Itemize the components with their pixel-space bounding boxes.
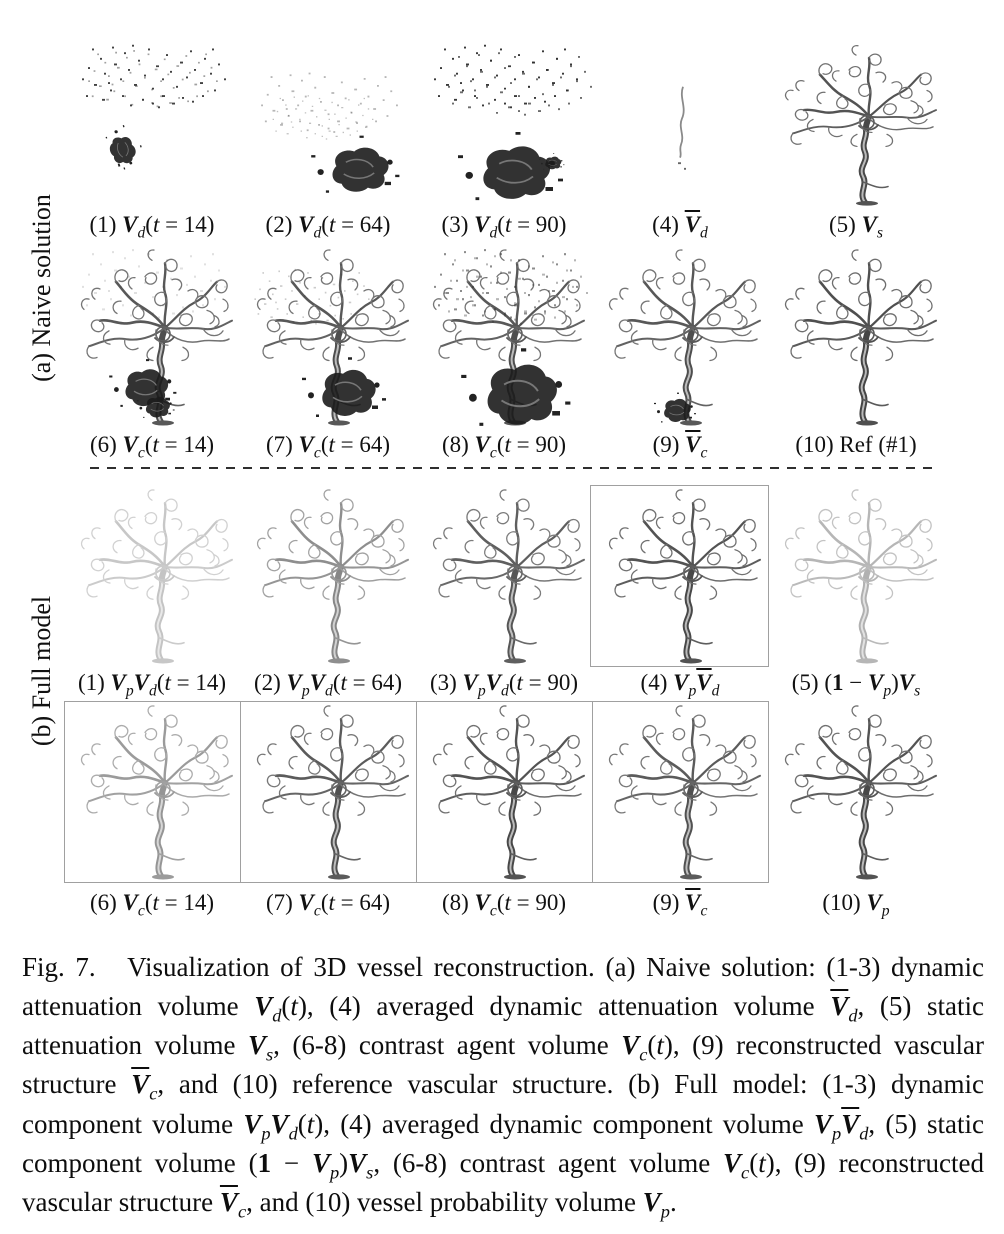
image-a2-vd-t64 bbox=[240, 42, 416, 208]
image-a6-vc-t14 bbox=[64, 246, 240, 428]
label-b1: (1) $V_pV_d(t = 14)$ bbox=[77, 670, 227, 700]
label-a10: (10) Ref (#1) bbox=[795, 432, 917, 457]
image-a9-vc-avg bbox=[592, 246, 768, 428]
image-a5-vs bbox=[768, 42, 944, 208]
label-b6: (6) $V_c(t = 14)$ bbox=[89, 890, 215, 920]
image-a1-vd-t14 bbox=[64, 42, 240, 208]
image-b10-vp bbox=[768, 702, 944, 882]
section-b-label: (b) Full model bbox=[27, 595, 56, 747]
image-a4-vd-avg bbox=[592, 42, 768, 208]
section-a-label: (a) Naive solution bbox=[27, 194, 56, 382]
label-b5: (5) $(1 - V_p)V_s$ bbox=[791, 670, 921, 700]
image-b3-vpvd-t90 bbox=[416, 486, 592, 666]
section-divider bbox=[90, 467, 938, 469]
image-a8-vc-t90 bbox=[416, 246, 592, 428]
figure-caption: Fig. 7. Visualization of 3D vessel reconstruction. (a) Naive solution: (1-3) dynamic attenuation volume $V_d(t)$, (4) averaged dynamic attenuation volume $\overline{V}_d$, (5) static attenuation volume $V_s$, (6-8) contrast agent volume $V_c(t)$, (9) reconstructed vascular structure $\overline{V}_c$, and (10) reference vascular structure. (b) Full model: (1-3) dynamic component volume $V_pV_d(t)$, (4) averaged dynamic component volume $V_p\overline{V}_d$, (5) static component volume $(1 - V_p)V_s$, (6-8) contrast agent volume $V_c(t)$, (9) reconstructed vascular structure $\overline{V}_c$, and (10) vessel probability volume $V_p$. bbox=[22, 952, 985, 1222]
label-b2: (2) $V_pV_d(t = 64)$ bbox=[253, 670, 403, 700]
label-a2: (2) $V_d(t = 64)$ bbox=[265, 212, 391, 242]
box-divider-3 bbox=[592, 701, 593, 883]
image-b5-static-component bbox=[768, 486, 944, 666]
image-a10-ref bbox=[768, 246, 944, 428]
box-divider-2 bbox=[416, 701, 417, 883]
image-b2-vpvd-t64 bbox=[240, 486, 416, 666]
label-a4: (4) $\overline{V}_d$ bbox=[652, 212, 708, 242]
label-b3: (3) $V_pV_d(t = 90)$ bbox=[429, 670, 579, 700]
label-a8: (8) $V_c(t = 90)$ bbox=[441, 432, 567, 462]
label-b9: (9) $\overline{V}_c$ bbox=[652, 890, 708, 920]
label-a6: (6) $V_c(t = 14)$ bbox=[89, 432, 215, 462]
box-around-b4 bbox=[590, 485, 769, 667]
label-a9: (9) $\overline{V}_c$ bbox=[652, 432, 708, 462]
label-b4: (4) $V_p\overline{V}_d$ bbox=[640, 670, 720, 700]
label-b10: (10) $V_p$ bbox=[822, 890, 890, 920]
image-a3-vd-t90 bbox=[416, 42, 592, 208]
image-a7-vc-t64 bbox=[240, 246, 416, 428]
label-a1: (1) $V_d(t = 14)$ bbox=[89, 212, 215, 242]
label-a5: (5) $V_s$ bbox=[828, 212, 883, 242]
box-divider-1 bbox=[240, 701, 241, 883]
label-a3: (3) $V_d(t = 90)$ bbox=[441, 212, 567, 242]
label-b8: (8) $V_c(t = 90)$ bbox=[441, 890, 567, 920]
label-a7: (7) $V_c(t = 64)$ bbox=[265, 432, 391, 462]
label-b7: (7) $V_c(t = 64)$ bbox=[265, 890, 391, 920]
image-b1-vpvd-t14 bbox=[64, 486, 240, 666]
